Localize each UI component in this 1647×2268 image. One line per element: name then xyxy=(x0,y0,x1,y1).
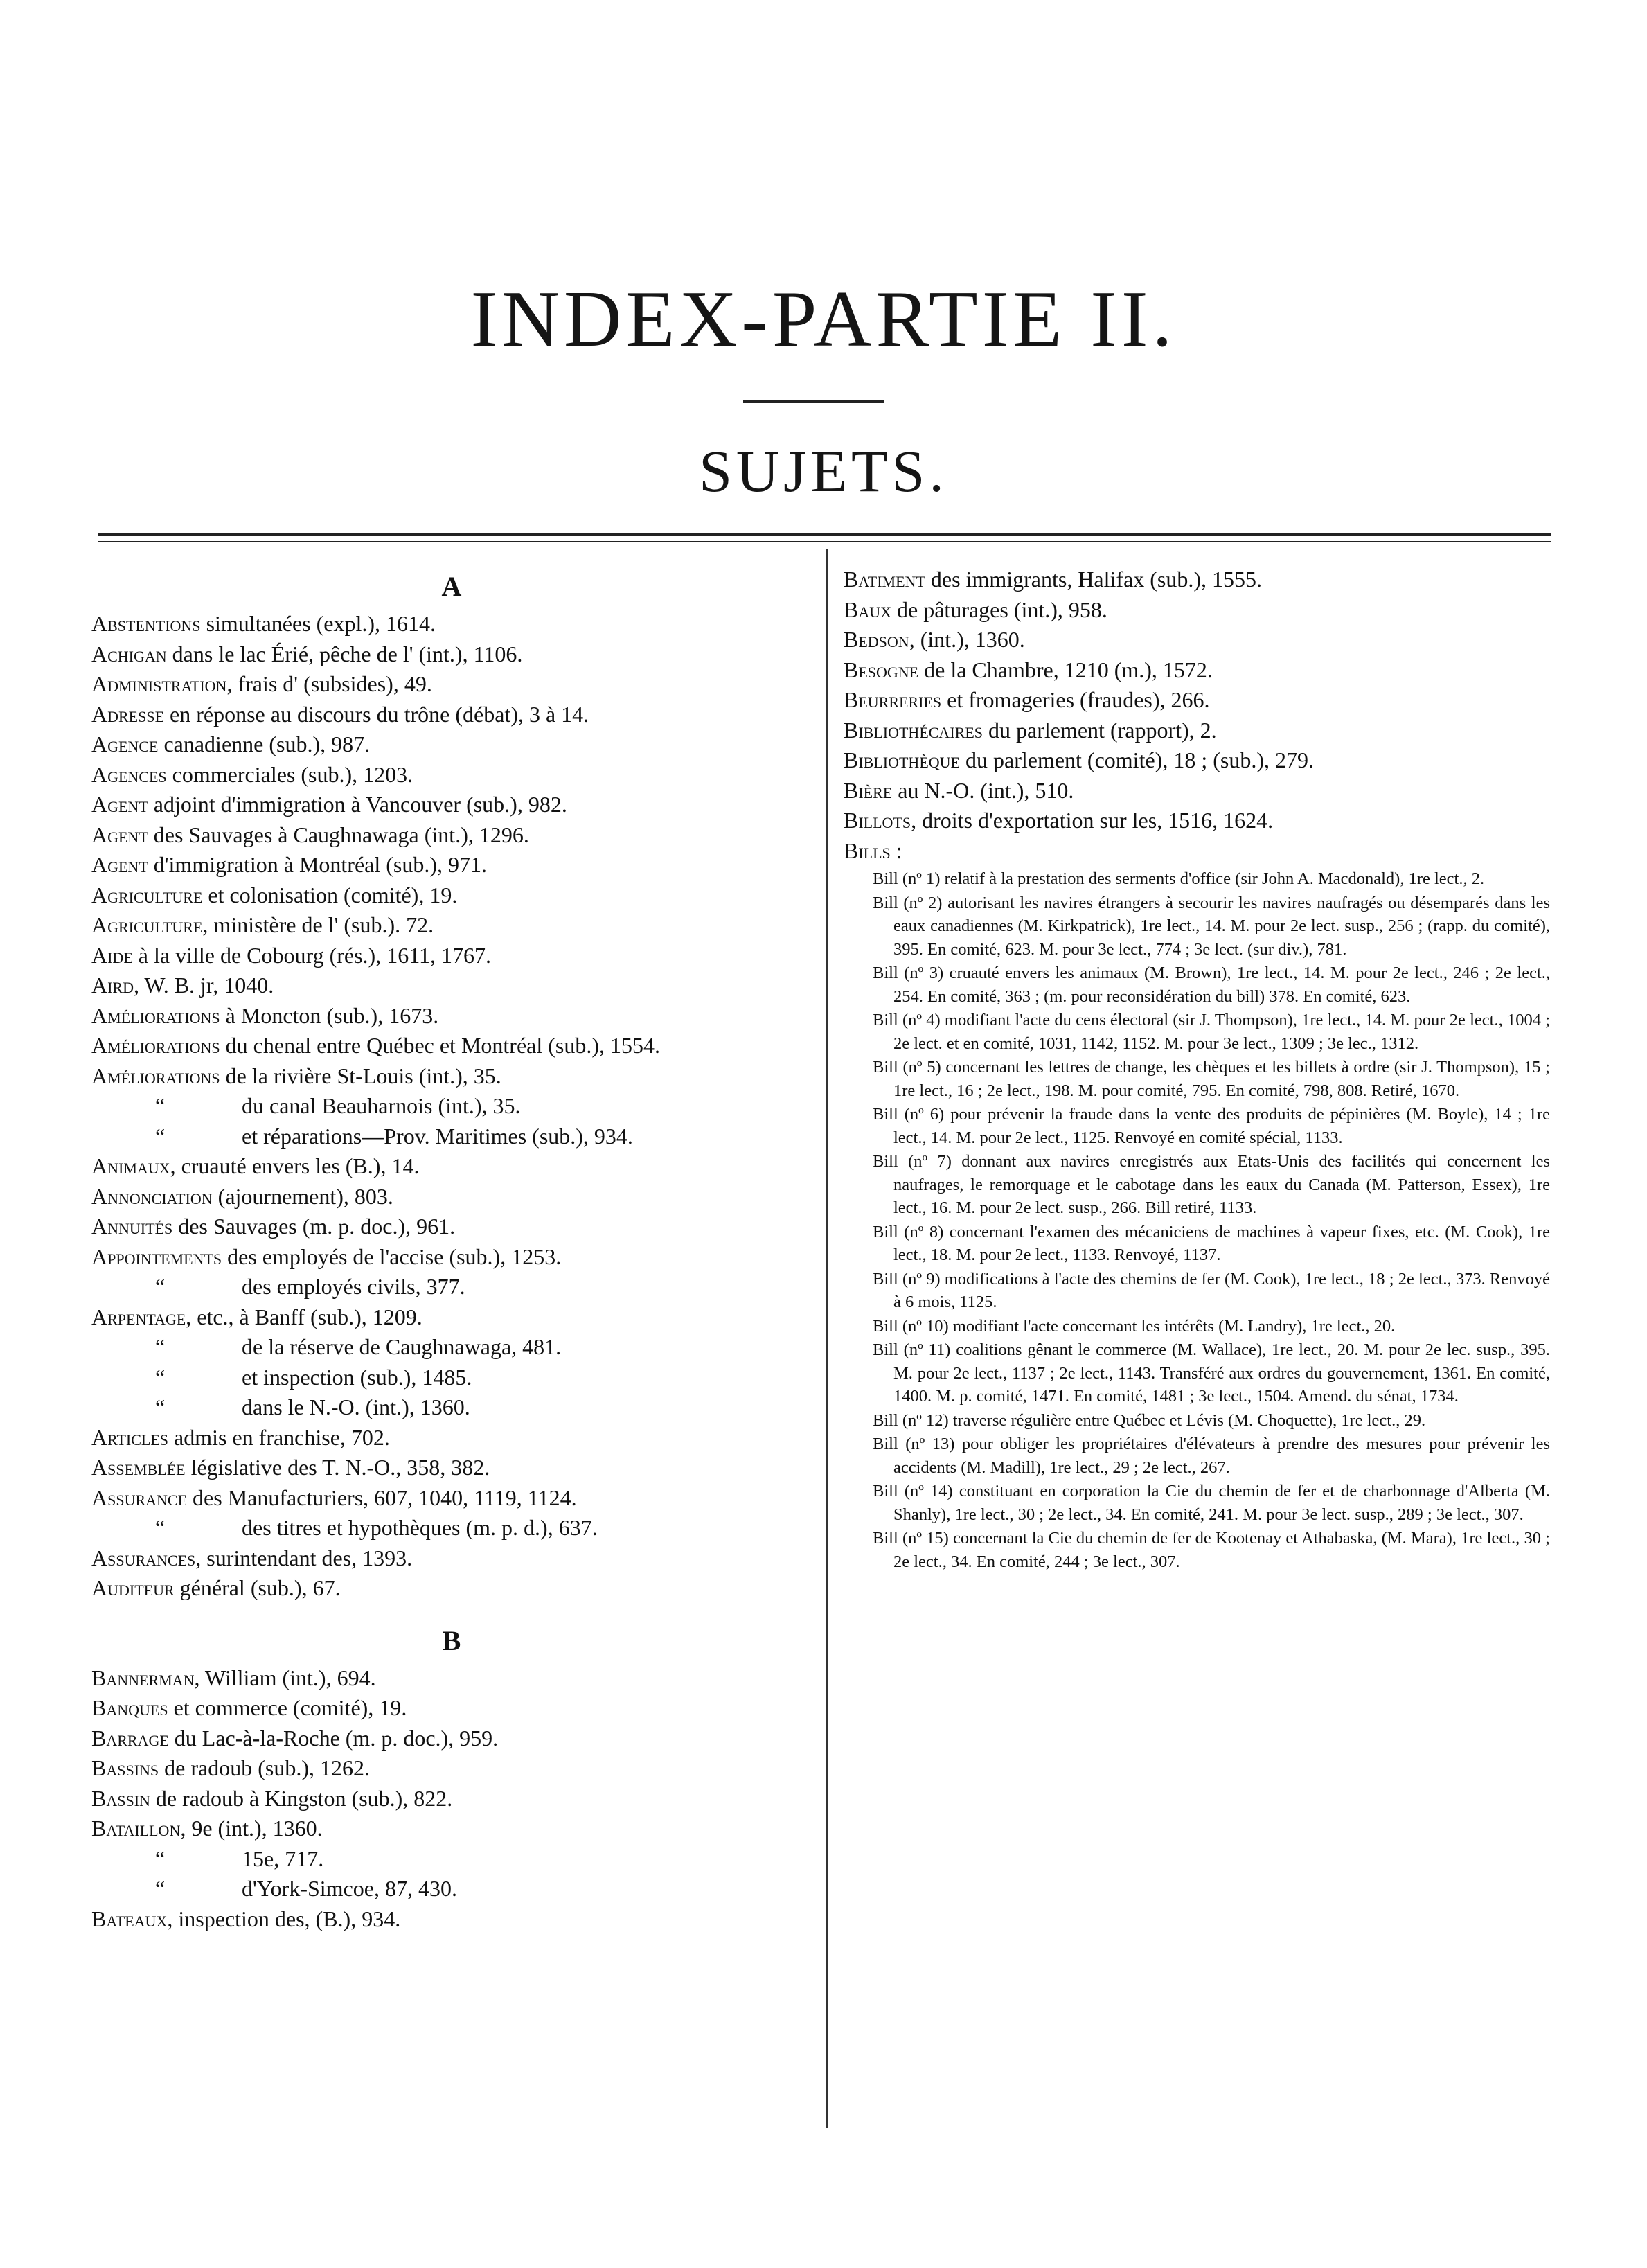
index-entry xyxy=(91,790,812,820)
entry-text: de la Chambre, 1210 (m.), 1572. xyxy=(918,657,1213,682)
index-entry xyxy=(91,1784,812,1814)
entry-text: à la ville de Cobourg (rés.), 1611, 1767. xyxy=(132,942,491,968)
index-entry xyxy=(91,1242,812,1273)
index-entry xyxy=(91,880,812,911)
section-letter-b: B xyxy=(442,1624,461,1656)
entry-text: et colonisation (comité), 19. xyxy=(202,882,458,907)
ditto-mark: “ xyxy=(155,1123,166,1149)
sub-entry xyxy=(91,1844,812,1875)
ditto-mark: “ xyxy=(155,1364,166,1390)
entry-text: général (sub.), 67. xyxy=(174,1575,341,1600)
entry-text: des Manufacturiers, 607, 1040, 1119, 1124. xyxy=(187,1485,577,1510)
entry-heading: Bière xyxy=(844,777,893,803)
sub-entry xyxy=(91,1392,812,1423)
index-entry xyxy=(844,655,1550,686)
bill-entry: Bill (nº 5) concernant les lettres de change, les chèques et les billets à ordre (sir J. Thompson), 15 ; 1re lect., 16 ; 2e lect., 198. M. pour comité, 795. En comité, 798, 808. Retiré, 1670. xyxy=(873,1058,1550,1100)
index-entry xyxy=(91,1724,812,1754)
entry-text: du Lac-à-la-Roche (m. p. doc.), 959. xyxy=(168,1725,499,1751)
entry-heading: Agent xyxy=(91,852,148,877)
index-entry xyxy=(844,806,1550,836)
title-rule xyxy=(743,400,884,403)
entry-text: , W. B. jr, 1040. xyxy=(134,973,274,998)
entry-heading: Banques xyxy=(91,1695,168,1720)
bill-entry: Bill (nº 10) modifiant l'acte concernant les intérêts (M. Landry), 1re lect., 20. xyxy=(873,1316,1396,1336)
entry-heading: Bibliothécaires xyxy=(844,717,983,743)
entry-heading: Billots xyxy=(844,808,911,833)
bill-entry: Bill (nº 12) traverse régulière entre Québec et Lévis (M. Choquette), 1re lect., 29. xyxy=(873,1410,1426,1430)
entry-heading: Améliorations xyxy=(91,1063,220,1088)
entry-text: législative des T. N.-O., 358, 382. xyxy=(185,1455,490,1480)
index-entry xyxy=(91,1573,812,1604)
header-double-rule xyxy=(98,533,1551,542)
entry-text: , surintendant des, 1393. xyxy=(195,1545,413,1570)
sub-entry-text: et réparations—Prov. Maritimes (sub.), 934. xyxy=(242,1123,633,1149)
bill-entry: Bill (nº 9) modifications à l'acte des chemins de fer (M. Cook), 1re lect., 18 ; 2e lect., 373. Renvoyé à 6 mois, 1125. xyxy=(873,1269,1550,1311)
index-entry xyxy=(91,1693,812,1724)
bill-entry: Bill (nº 4) modifiant l'acte du cens électoral (sir J. Thompson), 1re lect., 14. M. pour 2e lect., 1004 ; 2e lect. et en comité, 1031, 1142, 1152. M. pour 3e lect., 1309 ; 3e lec., 1312. xyxy=(873,1011,1550,1053)
entry-text: commerciales (sub.), 1203. xyxy=(166,761,413,787)
sub-entry-text: des employés civils, 377. xyxy=(242,1274,465,1299)
entry-text: , droits d'exportation sur les, 1516, 1624. xyxy=(911,808,1274,833)
bill-entry: Bill (nº 1) relatif à la prestation des serments d'office (sir John A. Macdonald), 1re lect., 2. xyxy=(873,869,1485,888)
entry-heading: Agriculture xyxy=(91,912,203,937)
entry-heading: Bassins xyxy=(91,1755,159,1780)
index-entry xyxy=(91,669,812,700)
entry-heading: Batiment xyxy=(844,567,925,592)
entry-text: du chenal entre Québec et Montréal (sub.), 1554. xyxy=(220,1033,660,1058)
left-column xyxy=(91,565,812,1934)
bill-entry: Bill (nº 15) concernant la Cie du chemin de fer de Kootenay et Athabaska, (M. Mara), 1re lect., 30 ; 2e lect., 34. En comité, 244 ; 3e lect., 307. xyxy=(873,1529,1550,1571)
entry-heading: Bibliothèque xyxy=(844,747,960,772)
entry-heading: Auditeur xyxy=(91,1575,175,1600)
entry-text: du parlement (comité), 18 ; (sub.), 279. xyxy=(959,747,1314,772)
index-entry xyxy=(91,1663,812,1694)
entry-heading: Améliorations xyxy=(91,1002,220,1028)
sub-entry xyxy=(91,1513,812,1543)
entry-heading: Abstentions xyxy=(91,611,201,636)
entry-heading: Animaux xyxy=(91,1153,170,1178)
entry-heading: Achigan xyxy=(91,641,167,666)
index-entry xyxy=(844,745,1550,776)
index-entry xyxy=(844,625,1550,655)
entry-heading: Arpentage xyxy=(91,1304,186,1329)
bill-entry: Bill (nº 7) donnant aux navires enregistrés aux Etats-Unis des facilités qui concernent les naufrages, le remorquage et le cabotage dans les eaux du Canada (M. Patterson, Essex), 1re lect., 16. M. pour 2e lect. susp., 266. Bill retiré, 1133. xyxy=(873,1152,1550,1217)
index-entry xyxy=(91,639,812,670)
bill-entry: Bill (nº 2) autorisant les navires étrangers à secourir les navires naufragés ou désemparés dans les eaux canadiennes (M. Kirkpatrick), 1re lect., 14. M. pour 2e lect. susp., 256 ; (rapp. du comité), 395. En comité, 623. M. pour 3e lect., 774 ; 3e lect. (sur div.), 781. xyxy=(873,893,1550,959)
entry-heading: Assemblée xyxy=(91,1455,186,1480)
entry-heading: Bataillon xyxy=(91,1816,181,1841)
entry-text: à Moncton (sub.), 1673. xyxy=(220,1002,439,1028)
bill-entry: Bill (nº 8) concernant l'examen des mécaniciens de machines à vapeur fixes, etc. (M. Cook), 1re lect., 18. M. pour 2e lect., 1133. Renvoyé, 1137. xyxy=(873,1222,1550,1264)
index-entry xyxy=(91,1182,812,1212)
entry-text: adjoint d'immigration à Vancouver (sub.), 982. xyxy=(148,792,567,817)
entry-text: , 9e (int.), 1360. xyxy=(180,1816,323,1841)
index-entry xyxy=(91,1904,812,1935)
entry-text: simultanées (expl.), 1614. xyxy=(200,611,436,636)
entry-heading: Bassin xyxy=(91,1785,150,1811)
entry-heading: Bateaux xyxy=(91,1906,168,1931)
sub-entry-text: d'York-Simcoe, 87, 430. xyxy=(242,1876,457,1901)
index-entry xyxy=(91,1483,812,1514)
sub-entry-text: 15e, 717. xyxy=(242,1845,324,1871)
ditto-mark: “ xyxy=(155,1394,166,1419)
entry-text: , frais d' (subsides), 49. xyxy=(226,671,432,696)
sub-entry-text: des titres et hypothèques (m. p. d.), 637. xyxy=(242,1515,598,1540)
index-entry xyxy=(91,1423,812,1453)
entry-text: , ministère de l' (sub.). 72. xyxy=(202,912,434,937)
entry-text: , inspection des, (B.), 934. xyxy=(167,1906,401,1931)
entry-heading: Besogne xyxy=(844,657,919,682)
entry-heading: Barrage xyxy=(91,1725,169,1751)
section-letter-a: A xyxy=(441,571,462,602)
entry-heading: Annuités xyxy=(91,1214,173,1239)
entry-text: (ajournement), 803. xyxy=(212,1183,393,1209)
bill-entry: Bill (nº 3) cruauté envers les animaux (M. Brown), 1re lect., 14. M. pour 2e lect., 246 ; 2e lect., 254. En comité, 363 ; (m. pour reconsidération du bill) 378. En comité, 623. xyxy=(873,964,1550,1006)
entry-text: , etc., à Banff (sub.), 1209. xyxy=(186,1304,422,1329)
index-entry xyxy=(91,1151,812,1182)
index-entry xyxy=(91,1753,812,1784)
entry-heading: Agences xyxy=(91,761,167,787)
right-entries xyxy=(844,565,1550,866)
ditto-mark: “ xyxy=(155,1274,166,1299)
index-entry xyxy=(844,716,1550,746)
sub-entry-text: dans le N.-O. (int.), 1360. xyxy=(242,1394,470,1419)
entry-text: de radoub (sub.), 1262. xyxy=(159,1755,370,1780)
entry-heading: Améliorations xyxy=(91,1033,220,1058)
index-entry xyxy=(91,1543,812,1574)
section-gap xyxy=(91,1604,812,1619)
bill-entry: Bill (nº 11) coalitions gênant le commerce (M. Wallace), 1re lect., 20. M. pour 2e lec. susp., 395. M. pour 2e lect., 1137 ; 2e lect., 1143. Transféré aux ordres du gouvernement, 1361. En comité, 1400. M. p. comité, 1471. En comité, 1481 ; 3e lect., 1504. Amend. du sénat, 1734. xyxy=(873,1340,1550,1406)
ditto-mark: “ xyxy=(155,1845,166,1871)
sub-entry-text: du canal Beauharnois (int.), 35. xyxy=(242,1093,521,1118)
index-entry xyxy=(844,776,1550,806)
index-entry xyxy=(91,850,812,880)
entry-text: en réponse au discours du trône (débat), 3 à 14. xyxy=(164,701,589,727)
entry-heading: Bannerman xyxy=(91,1665,195,1690)
entry-text: des employés de l'accise (sub.), 1253. xyxy=(222,1243,562,1269)
entry-text: dans le lac Érié, pêche de l' (int.), 1106. xyxy=(166,641,523,666)
index-entry xyxy=(91,1001,812,1031)
bill-entry: Bill (nº 13) pour obliger les propriétaires d'élévateurs à prendre des mesures pour prévenir les accidents (M. Madill), 1re lect., 29 ; 2e lect., 267. xyxy=(873,1435,1550,1477)
entry-text: canadienne (sub.), 987. xyxy=(158,732,371,756)
sub-entry xyxy=(91,1363,812,1393)
entry-heading: Aide xyxy=(91,942,133,968)
sub-entry xyxy=(91,1272,812,1302)
entry-heading: Agent xyxy=(91,792,148,817)
entry-text: , cruauté envers les (B.), 14. xyxy=(170,1153,420,1178)
sub-entry xyxy=(91,1091,812,1122)
right-column xyxy=(844,565,1550,1574)
bills-list xyxy=(844,867,1550,1573)
sub-entry xyxy=(91,1122,812,1152)
index-entry xyxy=(844,595,1550,626)
entry-heading: Appointements xyxy=(91,1243,222,1269)
column-divider xyxy=(826,549,828,2128)
bill-entry: Bill (nº 6) pour prévenir la fraude dans la vente des produits de pépinières (M. Boyle), 14 ; 1re lect., 14. M. pour 2e lect., 1125. Renvoyé en comité spécial, 1133. xyxy=(873,1105,1550,1147)
index-entry xyxy=(91,1061,812,1092)
index-entry xyxy=(91,729,812,760)
entry-text: admis en franchise, 702. xyxy=(168,1424,390,1450)
entry-text: des immigrants, Halifax (sub.), 1555. xyxy=(925,567,1263,592)
index-entry xyxy=(91,760,812,790)
sub-entry xyxy=(91,1874,812,1904)
entry-text: , William (int.), 694. xyxy=(194,1665,376,1690)
page-subtitle: SUJETS. xyxy=(699,438,948,504)
index-entry xyxy=(91,910,812,941)
entry-heading: Aird xyxy=(91,973,134,998)
entry-text: : xyxy=(890,838,902,863)
entry-heading: Bedson xyxy=(844,627,909,652)
bill-entry: Bill (nº 14) constituant en corporation la Cie du chemin de fer et de charbonnage d'Alberta (M. Shanly), 1re lect., 30 ; 2e lect., 34. En comité, 241. M. pour 3e lect. susp., 289 ; 3e lect., 307. xyxy=(873,1482,1550,1524)
entry-heading: Agence xyxy=(91,732,159,756)
entry-text: de la rivière St-Louis (int.), 35. xyxy=(220,1063,501,1088)
index-entry xyxy=(91,1814,812,1844)
entry-heading: Agriculture xyxy=(91,882,203,907)
page-title: INDEX-PARTIE II. xyxy=(470,275,1177,364)
ditto-mark: “ xyxy=(155,1515,166,1540)
index-entry xyxy=(91,1212,812,1242)
sub-entry-text: et inspection (sub.), 1485. xyxy=(242,1364,472,1390)
index-entry xyxy=(91,820,812,851)
index-entry xyxy=(91,971,812,1001)
entry-text: au N.-O. (int.), 510. xyxy=(892,777,1074,803)
index-entry xyxy=(91,1453,812,1483)
entry-text: d'immigration à Montréal (sub.), 971. xyxy=(148,852,487,877)
entry-heading: Baux xyxy=(844,596,892,622)
entry-text: de pâturages (int.), 958. xyxy=(891,596,1107,622)
entry-text: des Sauvages à Caughnawaga (int.), 1296. xyxy=(148,822,529,847)
entry-heading: Assurances xyxy=(91,1545,196,1570)
entry-text: et commerce (comité), 19. xyxy=(168,1695,407,1720)
index-entry xyxy=(91,700,812,730)
entry-text: de radoub à Kingston (sub.), 822. xyxy=(150,1785,453,1811)
entry-text: , (int.), 1360. xyxy=(909,627,1025,652)
entry-heading: Administration xyxy=(91,671,227,696)
entry-heading: Agent xyxy=(91,822,148,847)
entry-heading: Assurance xyxy=(91,1485,188,1510)
entry-heading: Beurreries xyxy=(844,687,942,712)
ditto-mark: “ xyxy=(155,1334,166,1359)
ditto-mark: “ xyxy=(155,1876,166,1901)
index-entry xyxy=(91,1031,812,1061)
entry-heading: Annonciation xyxy=(91,1183,213,1209)
index-entry xyxy=(91,609,812,639)
entry-heading: Articles xyxy=(91,1424,169,1450)
entry-text: et fromageries (fraudes), 266. xyxy=(941,687,1210,712)
index-entry xyxy=(91,1302,812,1333)
entry-heading: Adresse xyxy=(91,701,165,727)
index-entry xyxy=(844,685,1550,716)
ditto-mark: “ xyxy=(155,1093,166,1118)
entry-text: des Sauvages (m. p. doc.), 961. xyxy=(172,1214,456,1239)
sub-entry xyxy=(91,1332,812,1363)
entry-heading: Bills xyxy=(844,838,891,863)
entry-text: du parlement (rapport), 2. xyxy=(983,717,1217,743)
index-entry xyxy=(844,836,1550,867)
sub-entry-text: de la réserve de Caughnawaga, 481. xyxy=(242,1334,562,1359)
index-entry xyxy=(91,941,812,971)
index-entry xyxy=(844,565,1550,595)
